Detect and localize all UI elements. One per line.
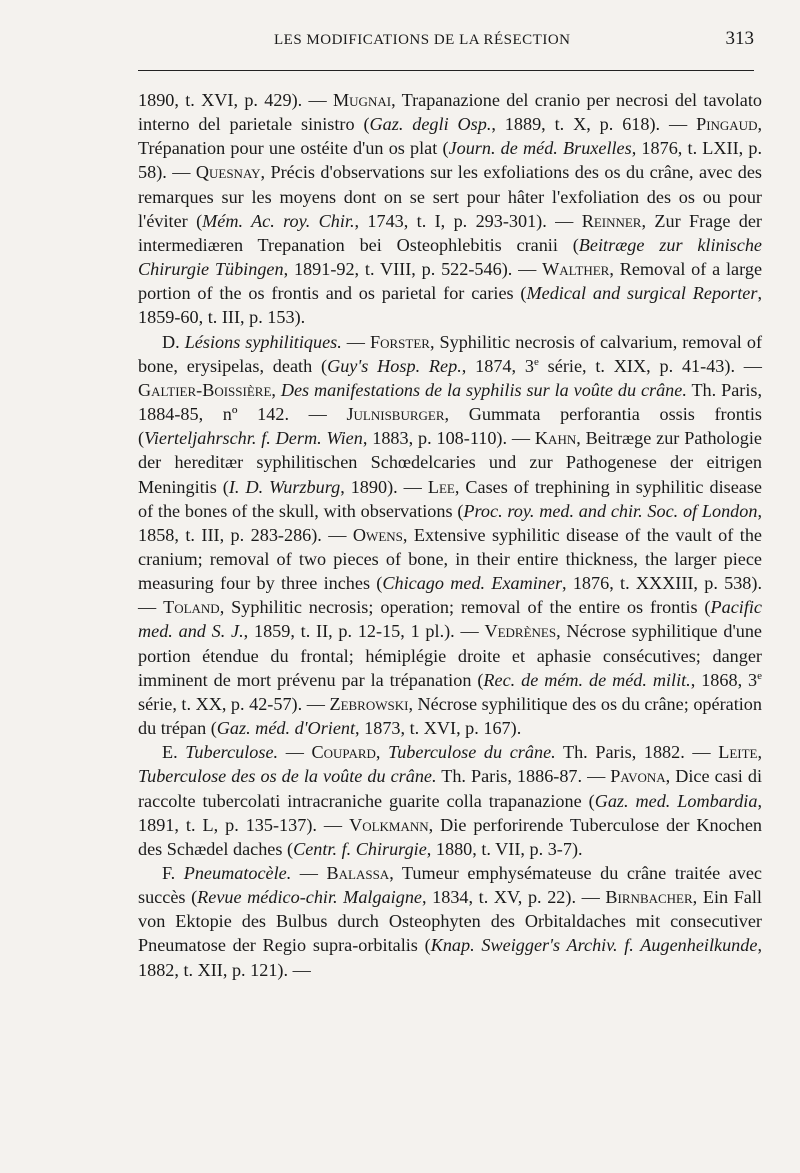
section-pneumatocele: F. Pneumatocèle. — Balassa, Tumeur emphysémateuse du crâne traitée avec succès (Revue médico-chir. Malgaigne, 1834, t. XV, p. 22). — Birnbacher, Ein Fall von Ektopie des Bulbus durch Osteophyten des Orbitaldaches mit consecutiver Pneumatose der Regio supra-orbitalis (Knap. Sweigger's Archiv. f. Augenheilkunde, 1882, t. XII, p. 121). — [138,863,762,980]
author-name: Leite [718,742,758,763]
section-heading: Tuberculose. [185,742,279,763]
journal-title: Mém. Ac. roy. Chir. [202,210,355,231]
author-name: Mugnai [333,90,392,110]
author-name: Forster [369,331,430,352]
author-name: Julnisburger [346,404,445,425]
journal-title: Rec. de mém. de méd. milit. [483,669,691,690]
section-heading: Pneumatocèle. [183,863,292,883]
author-name: Quesnay [195,162,261,183]
author-name: Galtier-Boissière [138,379,272,400]
thesis-title: Des manifestations de la syphilis sur la voûte du crâne. [280,379,687,400]
bibliography-text [138,88,762,982]
author-name: Reinner [581,210,642,231]
author-name: Coupard [311,742,376,763]
author-name: Kahn [534,428,577,449]
journal-title: Pacific med. and S. J. [138,597,762,642]
journal-title: Journ. de méd. Bruxelles [448,138,632,159]
thesis-title: Tuberculose des os de la voûte du crâne. [138,766,437,787]
author-name: Vedrènes [484,621,557,642]
journal-title: Revue médico-chir. Malgaigne [197,887,422,908]
journal-title: I. D. Wurzburg [228,476,341,497]
journal-title: Chicago med. Examiner [382,573,563,594]
running-title: LES MODIFICATIONS DE LA RÉSECTION [274,32,571,48]
author-name: Lee [427,476,455,497]
paragraph-continuation: 1890, t. XVI, p. 429). — Mugnai, Trapanazione del cranio per necrosi del tavolato interno del parietale sinistro (Gaz. degli Osp., 1889, t. X, p. 618). — Pingaud, Trépanation pour une ostéite d'un os plat (Journ. de méd. Bruxelles, 1876, t. LXII, p. 58). — Quesnay, Précis d'observations sur les exfoliations des os du crâne, avec des remarques sur les moyens dont on se sert pour hâter l'exfoliation des os ou pour l'éviter (Mém. Ac. roy. Chir., 1743, t. I, p. 293-301). — Reinner, Zur Frage der intermediæren Trepanation bei Osteophlebitis cranii (Beitræge zur klinische Chirurgie Tübingen, 1891-92, t. VIII, p. 522-546). — Walther, Removal of a large portion of the os frontis and os parietal for caries (Medical and surgical Reporter, 1859-60, t. III, p. 153). [138,90,763,328]
journal-title: Proc. roy. med. and chir. Soc. of London [463,500,758,521]
author-name: Walther [542,259,610,280]
header-rule [138,70,754,71]
thesis-title: Tuberculose du crâne. [388,742,556,763]
author-name: Birnbacher [605,887,693,908]
section-heading: Lésions syphilitiques. [184,331,342,352]
journal-title: Vierteljahrschr. f. Derm. Wien [144,428,363,449]
journal-title: Knap. Sweigger's Archiv. f. Augenheilkunde [430,935,758,956]
author-name: Balassa [326,863,390,883]
author-name: Owens [352,524,403,545]
section-tuberculosis: E. Tuberculose. — Coupard, Tuberculose du crâne. Th. Paris, 1882. — Leite, Tuberculose des os de la voûte du crâne. Th. Paris, 1886-87. — Pavona, Dice casi di raccolte tubercolati intracraniche guarite colla trapanazione (Gaz. med. Lombardia, 1891, t. L, p. 135-137). — Volkmann, Die perforirende Tuberculose der Knochen des Schædel daches (Centr. f. Chirurgie, 1880, t. VII, p. 3-7). [138,742,763,859]
section-syphilitic-lesions: D. Lésions syphilitiques. — Forster, Syphilitic necrosis of calvarium, removal of bone, erysipelas, death (Guy's Hosp. Rep., 1874, 3e série, t. XIX, p. 41-43). — Galtier-Boissière, Des manifestations de la syphilis sur la voûte du crâne. Th. Paris, 1884-85, nº 142. — Julnisburger, Gummata perforantia ossis frontis (Vierteljahrschr. f. Derm. Wien, 1883, p. 108-110). — Kahn, Beitræge zur Pathologie der hereditær syphilitischen Schœdelcaries und zur Pathogenese der eitrigen Meningitis (I. D. Wurzburg, 1890). — Lee, Cases of trephining in syphilitic disease of the bones of the skull, with observations (Proc. roy. med. and chir. Soc. of London, 1858, t. III, p. 283-286). — Owens, Extensive syphilitic disease of the vault of the cranium; removal of two pieces of bone, in their entire thickness, the larger piece measuring four by three inches (Chicago med. Examiner, 1876, t. XXXIII, p. 538). — Toland, Syphilitic necrosis; operation; removal of the entire os frontis (Pacific med. and S. J., 1859, t. II, p. 12-15, 1 pl.). — Vedrènes, Nécrose syphilitique d'une portion étendue du frontal; hémiplégie droite et aphasie consécutives; danger imminent de mort prévenu par la trépanation (Rec. de mém. de méd. milit., 1868, 3e série, t. XX, p. 42-57). — Zebrowski, Nécrose syphilitique des os du crâne; opération du trépan (Gaz. méd. d'Orient, 1873, t. XVI, p. 167). [138,331,763,739]
author-name: Volkmann [349,814,429,835]
journal-title: Gaz. degli Osp. [369,114,492,135]
author-name: Toland [163,597,220,618]
journal-title: Guy's Hosp. Rep. [327,355,462,376]
journal-title: Gaz. med. Lombardia [594,790,758,811]
journal-title: Medical and surgical Reporter [526,283,758,304]
author-name: Pavona [610,766,666,787]
page-header [140,28,754,58]
journal-title: Beitræge zur klinische Chirurgie Tübingen [138,234,762,280]
author-name: Zebrowski [329,693,409,714]
page-number: 313 [725,28,754,49]
journal-title: Gaz. méd. d'Orient [216,718,356,739]
journal-title: Centr. f. Chirurgie [293,838,427,859]
author-name: Pingaud [696,114,758,135]
